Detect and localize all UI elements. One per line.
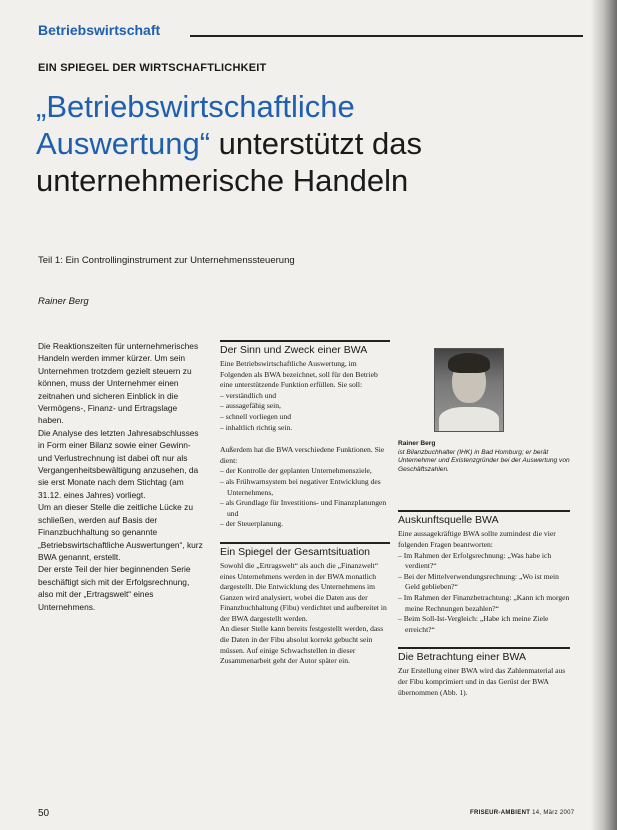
lead-paragraph: Die Analyse des letzten Jahresabschlusses in Form einer Bilanz sowie einer Gewinn- und Verlustrechnung ist dabei oft nur als Vergangenheitsbewältigung anzusehen, da sie erst Monate nach dem Stichtag (am 31.12. eines Jahres) vorliegt. <box>38 427 199 500</box>
bullet-list <box>220 466 390 530</box>
paragraph: Außerdem hat die BWA verschiedene Funktionen. Sie dient: <box>220 445 385 465</box>
body-text <box>398 666 570 698</box>
caption-description: ist Bilanzbuchhalter (IHK) in Bad Homburg; er berät Unternehmer und Existenzgründer bei der Auswertung von Geschäftszahlen. <box>398 448 570 473</box>
paragraph: Eine aussagekräftige BWA sollte zumindest die vier folgenden Fragen beantworten: <box>398 529 556 549</box>
lead-paragraph: Der erste Teil der hier beginnenden Serie beschäftigt sich mit der Erfolgsrechnung, also mit der „Ertragswelt“ eines Unternehmens. <box>38 564 191 612</box>
list-item: – der Kontrolle der geplanten Unternehmensziele, <box>220 466 372 476</box>
heading-rule <box>398 510 570 512</box>
list-item: – Im Rahmen der Erfolgsrechnung: „Was habe ich verdient?“ <box>398 550 552 571</box>
paragraph: Zur Erstellung einer BWA wird das Zahlenmaterial aus der Fibu komprimiert und in das Gerüst der BWA übernommen (Abb. 1). <box>398 666 566 697</box>
list-item: – Beim Soll-Ist-Vergleich: „Habe ich meine Ziele erreicht?“ <box>398 614 549 634</box>
article-title <box>36 88 576 199</box>
list-item: – Bei der Mittelverwendungsrechnung: „Wo ist mein Geld geblieben?“ <box>398 571 559 592</box>
list-item: – der Steuerplanung. <box>220 519 284 529</box>
section-label: Betriebswirtschaft <box>38 22 161 38</box>
heading-rule <box>220 340 390 342</box>
column-2 <box>220 340 390 667</box>
lead-paragraph: Die Reaktionszeiten für unternehmerisches Handeln werden immer kürzer. Um sein Unternehmen trotzdem gezielt steuern zu können, muss der Unternehmer einen zeitnahen und sicheren Einblick in die Vermögens-, Finanz- und Ertragslage haben. <box>38 341 199 426</box>
list-item: – aussagefähig sein, <box>220 401 281 411</box>
heading-sinn-zweck: Der Sinn und Zweck einer BWA <box>220 344 368 356</box>
photo-caption <box>398 440 570 474</box>
heading-spiegel: Ein Spiegel der Gesamtsituation <box>220 545 370 558</box>
heading-auskunftsquelle: Auskunftsquelle BWA <box>398 514 499 527</box>
title-line-2b: unterstützt das <box>210 126 422 161</box>
bullet-list <box>220 391 390 433</box>
lead-column <box>38 340 203 613</box>
body-text <box>398 529 570 635</box>
bullet-list <box>398 551 570 636</box>
paragraph: Sowohl die „Ertragswelt“ als auch die „Finanzwelt“ eines Unternehmens werden in der BWA monatlich dargestellt. Die Entwicklung des Unternehmens im Ganzen wird analysiert, wobei die Daten aus der Finanzbuchhaltung (Fibu) verdichtet und aufbereitet in der BWA dargestellt werden. <box>220 560 387 623</box>
heading-betrachtung: Die Betrachtung einer BWA <box>398 651 527 664</box>
title-line-1: „Betriebswirtschaftliche <box>36 89 355 124</box>
title-line-2a: Auswertung“ <box>36 126 211 161</box>
list-item: – inhaltlich richtig sein. <box>220 422 293 432</box>
author-photo <box>434 348 504 432</box>
paragraph: Eine Betriebswirtschaftliche Auswertung, im Folgenden als BWA bezeichnet, soll für den Betrieb eine unterstützende Funktion erfüllen. Sie soll: <box>220 359 378 390</box>
author: Rainer Berg <box>38 296 89 307</box>
list-item: – verständlich und <box>220 390 277 400</box>
heading-rule <box>398 647 570 649</box>
list-item: – als Frühwarnsystem bei negativer Entwicklung des Unternehmens, <box>220 476 381 497</box>
title-line-3: unternehmerische Handeln <box>36 163 409 198</box>
body-text <box>220 561 390 667</box>
caption-name: Rainer Berg <box>398 440 436 447</box>
list-item: – Im Rahmen der Finanzbetrachtung: „Kann ich morgen meine Rechnungen bezahlen?“ <box>398 592 570 613</box>
section-header <box>38 20 583 42</box>
heading-rule <box>220 542 390 544</box>
lead-paragraph: Um an dieser Stelle die zeitliche Lücke zu schließen, werden auf Basis der Finanzbuchhaltung so genannte „Betriebswirtschaftliche Auswertungen“, kurz BWA genannt, erstellt. <box>38 502 203 562</box>
section-rule <box>190 35 583 37</box>
kicker: EIN SPIEGEL DER WIRTSCHAFTLICHKEIT <box>38 62 267 74</box>
column-3 <box>398 344 570 698</box>
list-item: – schnell vorliegen und <box>220 411 292 421</box>
page-number: 50 <box>38 808 50 819</box>
list-item: – als Grundlage für Investitions- und Finanzplanungen und <box>220 498 387 518</box>
body-text <box>220 359 390 530</box>
footer-magazine: FRISEUR-AMBIENT 14, März 2007 <box>470 810 575 816</box>
page-edge-shadow <box>591 0 617 830</box>
paragraph: An dieser Stelle kann bereits festgestellt werden, dass die Daten in der Fibu absolut korrekt gebucht sein müssen. Auf einige Schwachstellen in dieser Zusammenarbeit geht der Autor später ein. <box>220 624 384 666</box>
subtitle: Teil 1: Ein Controllinginstrument zur Unternehmenssteuerung <box>38 255 295 266</box>
